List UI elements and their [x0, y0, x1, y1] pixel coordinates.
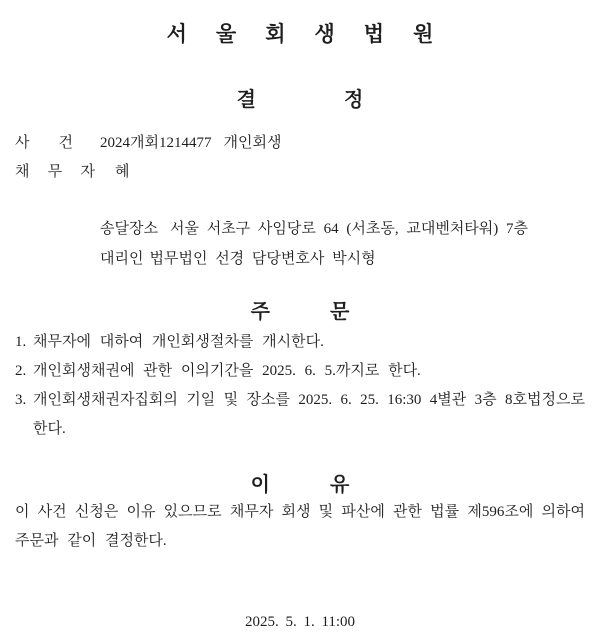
order-item-3 [15, 386, 585, 444]
case-number-row [15, 129, 585, 158]
decision-heading: 결정 [236, 89, 452, 111]
debtor-row [15, 158, 585, 187]
reason-text-line2: 주문과 같이 결정한다. [15, 533, 167, 549]
order-item-number: 3. [15, 392, 27, 408]
case-number: 2024개회1214477 [100, 135, 212, 151]
order-item-2 [15, 357, 585, 386]
attorney-value: 법무법인 선경 담당변호사 박시형 [149, 251, 376, 267]
representation-block [15, 214, 585, 274]
order-list [15, 328, 585, 444]
case-type: 개인회생 [223, 135, 282, 151]
service-address-row [100, 214, 585, 244]
debtor-name: 혜 [115, 164, 130, 180]
service-address-label: 송달장소 [100, 221, 158, 237]
service-address-value: 서울 서초구 사임당로 64 (서초동, 교대벤처타워) 7층 [169, 221, 529, 237]
court-name-title: 서울회생법원 [166, 22, 463, 46]
order-item-text-line2: 한다. [33, 421, 66, 437]
debtor-label: 채 무 자 [15, 164, 95, 180]
order-item-text: 개인회생채권에 관한 이의기간을 2025. 6. 5.까지로 한다. [33, 363, 421, 379]
decision-datetime: 2025. 5. 1. 11:00 [244, 614, 356, 630]
case-label: 사 건 [15, 135, 73, 151]
reason-heading: 이유 [250, 474, 410, 496]
order-item-text [33, 386, 585, 444]
reason-text-line1: 이 사건 신청은 이유 있으므로 채무자 회생 및 파산에 관한 법률 제596조에 의하여 [15, 504, 585, 520]
attorney-row [100, 244, 585, 274]
order-item-1 [15, 328, 585, 357]
order-heading: 주문 [250, 301, 410, 323]
order-item-text-line1: 개인회생채권자집회의 기일 및 장소를 2025. 6. 25. 16:30 4별관 3층 8호법정으로 [33, 392, 585, 408]
attorney-label: 대리인 [100, 251, 144, 267]
order-item-number: 2. [15, 363, 27, 379]
order-item-text: 채무자에 대하여 개인회생절차를 개시한다. [33, 334, 324, 350]
case-info-block [15, 129, 585, 187]
order-item-number: 1. [15, 334, 27, 350]
reason-paragraph [15, 498, 585, 556]
